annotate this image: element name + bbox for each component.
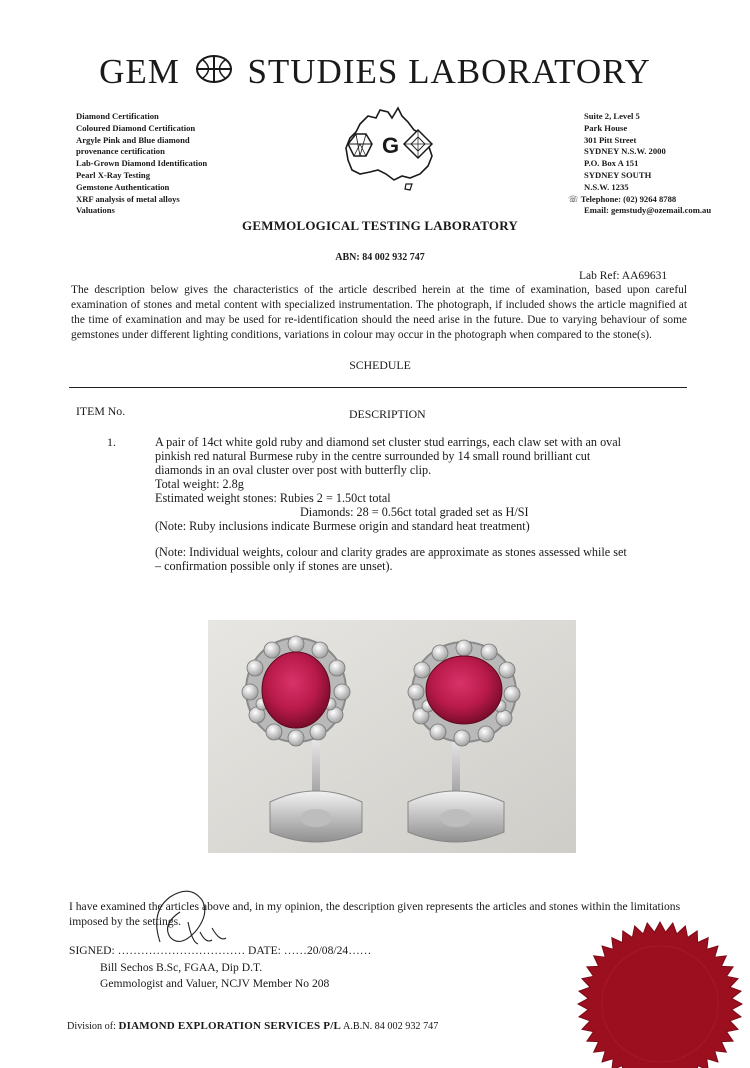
address-line: Park House bbox=[584, 122, 628, 133]
signer-block bbox=[100, 960, 329, 991]
weights-note: (Note: Individual weights, colour and clarity grades are approximate as stones assessed while set – confirmation possible only if stones are unset). bbox=[155, 545, 627, 573]
services-list bbox=[76, 111, 207, 217]
divider bbox=[69, 387, 687, 388]
item-number: 1. bbox=[107, 435, 116, 449]
lab-subtitle: GEMMOLOGICAL TESTING LABORATORY bbox=[242, 218, 518, 233]
address-line: P.O. Box A 151 bbox=[584, 158, 639, 169]
attestation-statement: I have examined the articles above and, in my opinion, the description given represents the articles and stones within the limitations imposed by the settings. bbox=[69, 900, 681, 928]
ruby-note: (Note: Ruby inclusions indicate Burmese origin and standard heat treatment) bbox=[155, 519, 530, 533]
schedule-heading: SCHEDULE bbox=[349, 358, 411, 372]
gem-logo-icon bbox=[194, 52, 234, 86]
service-item: Lab-Grown Diamond Identification bbox=[76, 158, 208, 169]
stones-rubies: Estimated weight stones: Rubies 2 = 1.50ct total bbox=[155, 491, 391, 505]
total-weight: Total weight: 2.8g bbox=[155, 477, 244, 491]
earrings-photo bbox=[208, 620, 576, 853]
division-abn: A.B.N. 84 002 932 747 bbox=[342, 1021, 439, 1032]
title-right: STUDIES LABORATORY bbox=[247, 52, 651, 91]
description-header: DESCRIPTION bbox=[349, 407, 426, 421]
address-line: N.S.W. 1235 bbox=[584, 181, 629, 192]
telephone-line bbox=[568, 194, 711, 206]
address-line: SYDNEY N.S.W. 2000 bbox=[584, 146, 666, 157]
red-seal-icon bbox=[574, 918, 744, 1068]
telephone-icon: ☏ bbox=[568, 193, 579, 204]
service-item: Valuations bbox=[76, 205, 115, 216]
description-text: A pair of 14ct white gold ruby and diamond set cluster stud earrings, each claw set with an oval pinkish red natural Burmese ruby in the centre surrounded by 14 small round brilliant cut diamonds in an oval cluster over post with butterfly clip. bbox=[155, 435, 622, 477]
emblem-letter: G bbox=[382, 133, 400, 158]
item-description bbox=[155, 435, 635, 573]
stones-diamonds: Diamonds: 28 = 0.56ct total graded set as H/SI bbox=[300, 505, 529, 519]
lab-reference: Lab Ref: AA69631 bbox=[579, 270, 668, 282]
division-prefix: Division of: bbox=[67, 1021, 116, 1032]
service-item: provenance certification bbox=[76, 146, 165, 157]
title-left: GEM bbox=[99, 52, 180, 91]
address-block bbox=[568, 111, 712, 217]
signer-role: Gemmologist and Valuer, NCJV Member No 208 bbox=[100, 976, 330, 990]
australia-emblem-icon bbox=[330, 104, 450, 192]
address-line: SYDNEY SOUTH bbox=[584, 169, 652, 180]
service-item: Diamond Certification bbox=[76, 111, 159, 121]
telephone-text: Telephone: (02) 9264 8788 bbox=[580, 193, 677, 204]
signed-date-line: SIGNED: …………………………… DATE: ……20/08/24…… bbox=[69, 944, 372, 957]
item-number-header: ITEM No. bbox=[76, 404, 126, 418]
service-item: Coloured Diamond Certification bbox=[76, 122, 196, 133]
service-item: Pearl X-Ray Testing bbox=[76, 169, 150, 180]
division-footer bbox=[67, 1020, 438, 1032]
address-line: Suite 2, Level 5 bbox=[584, 111, 640, 121]
square-gem-icon bbox=[404, 130, 432, 158]
service-item: Argyle Pink and Blue diamond bbox=[76, 134, 190, 145]
service-item: Gemstone Authentication bbox=[76, 181, 170, 192]
signer-name: Bill Sechos B.Sc, FGAA, Dip D.T. bbox=[100, 961, 263, 974]
address-line: 301 Pitt Street bbox=[584, 134, 637, 145]
service-item: XRF analysis of metal alloys bbox=[76, 193, 180, 204]
lab-title bbox=[0, 52, 750, 92]
division-company: DIAMOND EXPLORATION SERVICES P/L bbox=[118, 1020, 341, 1032]
intro-paragraph: The description below gives the characteristics of the article described herein at the time of examination, based upon careful examination of stones and metal content with specialized instrumentation. The photograph, if included shows the article magnified at the time of examination and may be used for re-identification should the need arise in the future. Due to varying behaviour of some gemstones under different lighting conditions, variations in colour may occur in the photograph when compared to the stone(s). bbox=[71, 284, 687, 341]
email-line: Email: gemstudy@ozemail.com.au bbox=[584, 205, 712, 216]
abn-number: ABN: 84 002 932 747 bbox=[335, 252, 425, 263]
